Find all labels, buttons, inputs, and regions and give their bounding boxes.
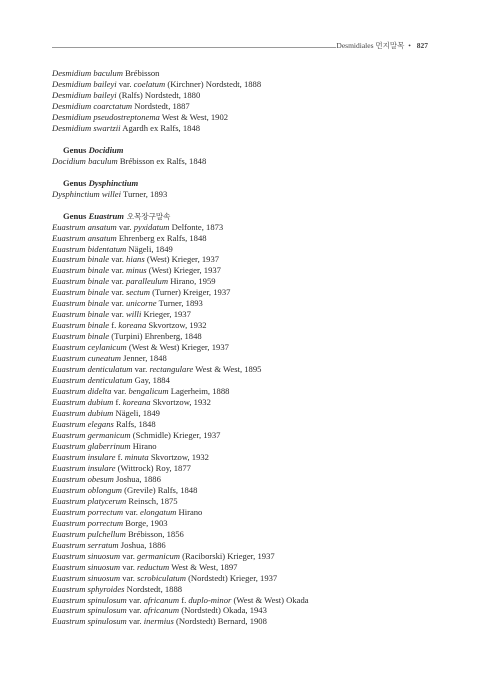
species-authority: Hirano — [178, 506, 203, 517]
species-entry — [52, 276, 432, 287]
species-authority: Nägeli, 1849 — [115, 408, 160, 419]
species-name: Dysphinctium willei — [52, 188, 122, 199]
header-bullet: • — [408, 41, 411, 50]
species-name: Euastrum denticulatum — [52, 375, 133, 386]
species-entry — [52, 244, 432, 255]
species-authority: Skvortzow, 1932 — [152, 397, 211, 408]
species-name: Euastrum sinuosum var. germanicum — [52, 550, 181, 561]
species-entry — [52, 551, 432, 562]
species-entry — [52, 605, 432, 616]
species-entry — [52, 320, 432, 331]
species-name: Euastrum dubium f. koreana — [52, 397, 151, 408]
species-authority: Reinsch, 1875 — [128, 495, 178, 506]
running-header — [336, 40, 428, 51]
genus-heading — [52, 145, 432, 156]
species-authority: Joshua, 1886 — [120, 539, 166, 550]
species-authority: Brébisson, 1856 — [127, 528, 184, 539]
species-entry — [52, 386, 432, 397]
species-name: Docidium baculum — [52, 155, 118, 166]
species-entry — [52, 156, 432, 167]
species-entry — [52, 584, 432, 595]
species-entry — [52, 540, 432, 551]
species-authority: (Raciborski) Krieger, 1937 — [182, 550, 275, 561]
genus-heading — [52, 211, 432, 222]
species-entry — [52, 112, 432, 123]
species-authority: Skvortzow, 1932 — [148, 320, 207, 331]
species-entry — [52, 331, 432, 342]
species-authority: Krieger, 1937 — [143, 309, 191, 320]
species-name: Euastrum obesum — [52, 473, 114, 484]
species-name: Euastrum insulare — [52, 462, 116, 473]
species-name: Euastrum binale var. hians — [52, 254, 145, 265]
species-entry — [52, 485, 432, 496]
genus-label: Genus — [63, 210, 89, 221]
species-entry — [52, 573, 432, 584]
species-authority: Gay, 1884 — [134, 375, 170, 386]
section-gap — [52, 167, 432, 178]
species-name: Euastrum sinuosum var. reductum — [52, 561, 170, 572]
species-name: Euastrum serratum — [52, 539, 119, 550]
species-entry — [52, 375, 432, 386]
species-name: Euastrum pulchellum — [52, 528, 126, 539]
species-entry — [52, 364, 432, 375]
species-authority: (Grevile) Ralfs, 1848 — [124, 484, 198, 495]
species-name: Desmidium baileyi var. coelatum — [52, 78, 166, 89]
species-authority: Jenner, 1848 — [123, 353, 167, 364]
species-name: Euastrum binale f. koreana — [52, 320, 147, 331]
species-entry — [52, 222, 432, 233]
species-name: Euastrum germanicum — [52, 429, 131, 440]
genus-name: Dysphinctium — [88, 177, 139, 188]
species-name: Desmidium baileyi — [52, 89, 117, 100]
species-entry — [52, 562, 432, 573]
species-entry — [52, 298, 432, 309]
species-name: Euastrum spinulosum var. africanum f. duplo-minor — [52, 594, 232, 605]
species-authority: (West & West) Krieger, 1937 — [128, 342, 229, 353]
species-entry — [52, 507, 432, 518]
species-authority: (Turpini) Ehrenberg, 1848 — [111, 331, 202, 342]
species-entry — [52, 408, 432, 419]
species-list — [52, 68, 432, 627]
page-number: 827 — [416, 41, 428, 50]
species-entry — [52, 342, 432, 353]
species-authority: Ehrenberg ex Ralfs, 1848 — [118, 232, 207, 243]
species-authority: (West & West) Okada — [233, 594, 309, 605]
genus-label: Genus — [63, 177, 89, 188]
species-authority: (Nordstedt) Krieger, 1937 — [188, 572, 278, 583]
species-entry — [52, 463, 432, 474]
species-authority: West & West, 1897 — [171, 561, 238, 572]
species-authority: (West) Krieger, 1937 — [146, 254, 220, 265]
genus-heading — [52, 178, 432, 189]
species-entry — [52, 123, 432, 134]
species-authority: (Kirchner) Nordstedt, 1888 — [167, 78, 262, 89]
species-name: Desmidium swartzii — [52, 122, 121, 133]
species-entry — [52, 309, 432, 320]
species-authority: Hirano, 1959 — [170, 276, 216, 287]
species-entry — [52, 90, 432, 101]
genus-korean-name: 오목장구말속 — [126, 211, 171, 221]
species-authority: Ralfs, 1848 — [116, 419, 156, 429]
running-title: Desmidiales 먼지말목 — [336, 41, 405, 50]
species-entry — [52, 254, 432, 265]
species-authority: Brébisson — [125, 68, 160, 78]
species-authority: (Nordstedt) Bernard, 1908 — [175, 616, 267, 627]
species-name: Euastrum binale — [52, 331, 110, 342]
species-authority: West & West, 1895 — [195, 364, 262, 375]
species-authority: Hirano — [132, 440, 157, 451]
species-authority: Turner, 1893 — [158, 298, 203, 309]
species-authority: Borge, 1903 — [125, 517, 168, 528]
genus-name: Docidium — [88, 144, 124, 155]
species-entry — [52, 79, 432, 90]
species-name: Euastrum ansatum — [52, 232, 117, 243]
species-name: Euastrum binale var. paralleulum — [52, 276, 169, 287]
species-entry — [52, 68, 432, 79]
species-name: Desmidium baculum — [52, 68, 123, 78]
species-name: Euastrum didelta var. bengalicum — [52, 386, 169, 397]
species-authority: (Wittrock) Roy, 1877 — [117, 462, 191, 473]
species-authority: Turner, 1893 — [123, 188, 168, 199]
species-entry — [52, 616, 432, 627]
species-name: Euastrum sphyroides — [52, 583, 125, 594]
species-name: Euastrum ansatum var. pyxidatum — [52, 221, 170, 232]
species-name: Euastrum spinulosum var. africanum — [52, 605, 180, 616]
species-entry — [52, 419, 432, 430]
species-name: Euastrum binale var. minus — [52, 265, 147, 276]
species-name: Euastrum ceylanicum — [52, 342, 127, 353]
species-entry — [52, 101, 432, 112]
species-entry — [52, 441, 432, 452]
species-name: Euastrum binale var. willi — [52, 309, 142, 320]
species-authority: (West) Krieger, 1937 — [148, 265, 221, 276]
species-entry — [52, 518, 432, 529]
species-name: Euastrum porrectum — [52, 517, 124, 528]
species-name: Euastrum dubium — [52, 408, 114, 419]
species-entry — [52, 287, 432, 298]
species-name: Euastrum porrectum var. elongatum — [52, 506, 177, 517]
species-entry — [52, 452, 432, 463]
species-entry — [52, 353, 432, 364]
header-rule — [52, 47, 336, 48]
species-name: Euastrum spinulosum var. inermius — [52, 616, 174, 627]
species-authority: (Ralfs) Nordstedt, 1880 — [118, 89, 201, 100]
species-authority: Joshua, 1886 — [116, 473, 161, 484]
section-gap — [52, 200, 432, 211]
species-authority: Lagerheim, 1888 — [170, 386, 230, 397]
species-name: Euastrum oblongum — [52, 484, 122, 495]
species-entry — [52, 595, 432, 606]
species-authority: Nordstedt, 1888 — [126, 583, 183, 594]
species-name: Euastrum denticulatum var. rectangulare — [52, 364, 194, 375]
species-name: Euastrum insulare f. minuta — [52, 451, 149, 462]
species-authority: (Turner) Kreiger, 1937 — [152, 287, 231, 298]
species-authority: Delfonte, 1873 — [171, 221, 224, 232]
species-name: Euastrum cuneatum — [52, 353, 122, 364]
species-name: Euastrum sinuosum var. scrobiculatum — [52, 572, 186, 583]
species-authority: Nägeli, 1849 — [128, 243, 173, 254]
species-authority: (Schmidle) Krieger, 1937 — [132, 429, 221, 440]
species-name: Euastrum bidentatum — [52, 243, 127, 254]
species-entry — [52, 265, 432, 276]
species-entry — [52, 189, 432, 200]
species-name: Euastrum elegans — [52, 419, 114, 429]
species-authority: Nordstedt, 1887 — [134, 100, 190, 111]
species-entry — [52, 397, 432, 408]
species-name: Euastrum platycerum — [52, 495, 127, 506]
species-entry — [52, 430, 432, 441]
species-entry — [52, 529, 432, 540]
species-name: Desmidium pseudostreptonema — [52, 111, 160, 122]
species-authority: Agardh ex Ralfs, 1848 — [122, 122, 201, 133]
species-name: Desmidium coarctatum — [52, 100, 133, 111]
species-entry — [52, 233, 432, 244]
species-name: Euastrum binale var. unicorne — [52, 298, 157, 309]
genus-name: Euastrum — [88, 210, 124, 221]
species-name: Euastrum binale var. sectum — [52, 287, 150, 298]
species-entry — [52, 474, 432, 485]
species-authority: Brébisson ex Ralfs, 1848 — [119, 155, 207, 166]
section-gap — [52, 134, 432, 145]
species-authority: West & West, 1902 — [161, 111, 229, 122]
species-name: Euastrum glaberrinum — [52, 440, 131, 451]
genus-label: Genus — [63, 144, 89, 155]
species-authority: Skvortzow, 1932 — [150, 451, 209, 462]
species-entry — [52, 496, 432, 507]
species-authority: (Nordstedt) Okada, 1943 — [181, 605, 267, 616]
